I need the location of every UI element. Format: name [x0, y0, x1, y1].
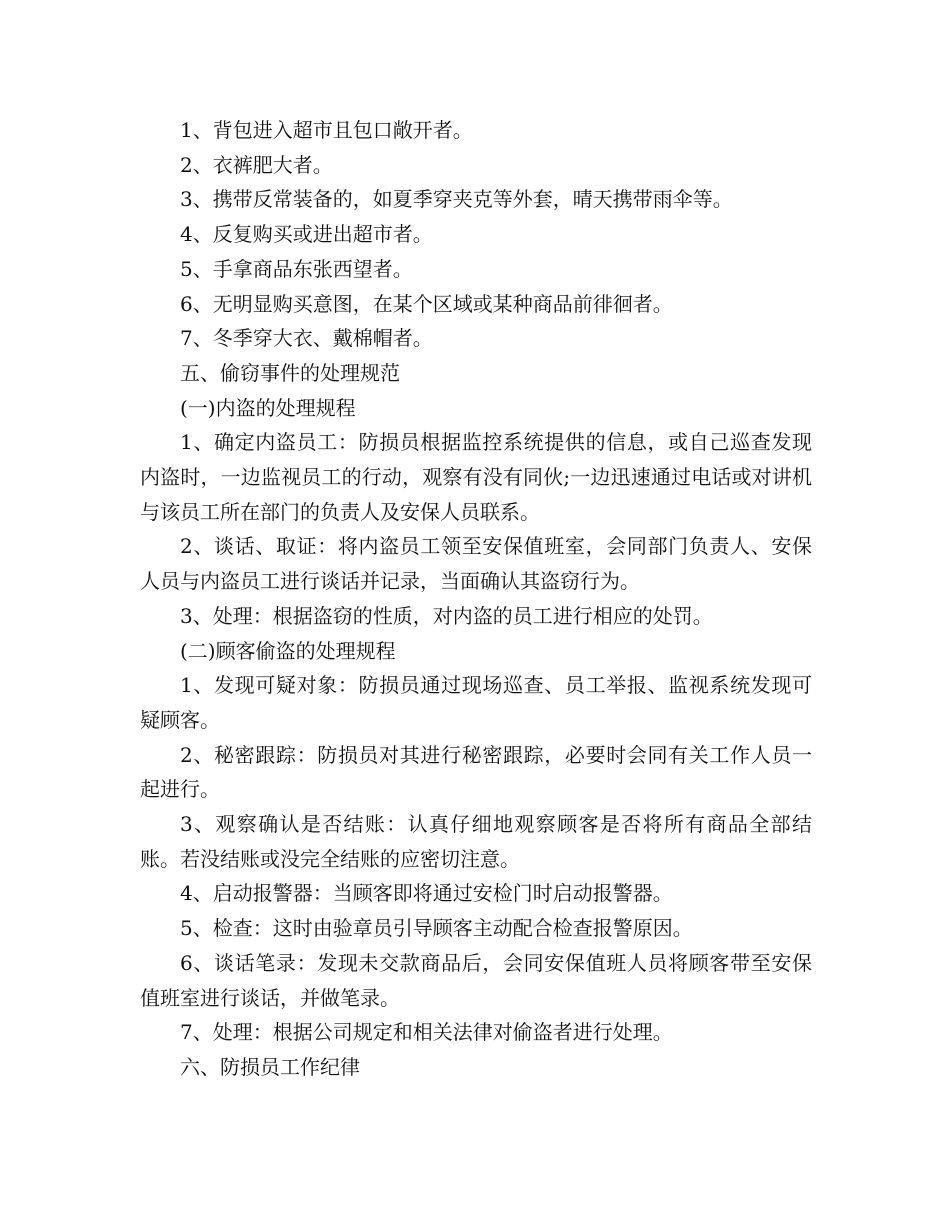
list-item: 3、处理：根据盗窃的性质，对内盗的员工进行相应的处罚。 [180, 603, 713, 628]
list-item: 1、背包进入超市且包口敞开者。 [180, 118, 473, 142]
list-item: 1、发现可疑对象：防损员通过现场巡查、员工举报、监视系统发现可疑顾客。 [140, 673, 812, 732]
list-item: 6、谈话笔录：发现未交款商品后，会同安保值班人员将顾客带至安保值班室进行谈话，并做笔录。 [140, 950, 812, 1010]
list-item: 6、无明显购买意图，在某个区域或某种商品前徘徊者。 [180, 291, 673, 316]
list-item: 7、冬季穿大衣、戴棉帽者。 [180, 326, 433, 351]
section-heading: 六、防损员工作纪律 [180, 1054, 360, 1079]
subsection-heading: (二)顾客偷盗的处理规程 [180, 638, 396, 663]
list-item: 2、秘密跟踪：防损员对其进行秘密跟踪，必要时会同有关工作人员一起进行。 [140, 742, 812, 802]
list-item: 4、反复购买或进出超市者。 [180, 222, 433, 247]
list-item: 4、启动报警器：当顾客即将通过安检门时启动报警器。 [180, 881, 673, 906]
list-item: 7、处理：根据公司规定和相关法律对偷盗者进行处理。 [180, 1020, 673, 1045]
document-body [140, 113, 812, 1085]
list-item: 5、手拿商品东张西望者。 [180, 256, 413, 281]
list-item: 2、谈话、取证：将内盗员工领至安保值班室，会同部门负责人、安保人员与内盗员工进行谈话并记录，当面确认其盗窃行为。 [140, 534, 812, 594]
list-item: 1、确定内盗员工：防损员根据监控系统提供的信息，或自己巡查发现内盗时，一边监视员工的行动，观察有没有同伙;一边迅速通过电话或对讲机与该员工所在部门的负责人及安保人员联系。 [140, 430, 812, 524]
list-item: 3、观察确认是否结账：认真仔细地观察顾客是否将所有商品全部结账。若没结账或没完全结账的应密切注意。 [140, 812, 812, 871]
subsection-heading: (一)内盗的处理规程 [180, 395, 356, 420]
list-item: 3、携带反常装备的，如夏季穿夹克等外套，晴天携带雨伞等。 [180, 187, 733, 212]
section-heading: 五、偷窃事件的处理规范 [180, 360, 400, 385]
list-item: 2、衣裤肥大者。 [180, 152, 333, 177]
list-item: 5、检查：这时由验章员引导顾客主动配合检查报警原因。 [180, 916, 693, 941]
